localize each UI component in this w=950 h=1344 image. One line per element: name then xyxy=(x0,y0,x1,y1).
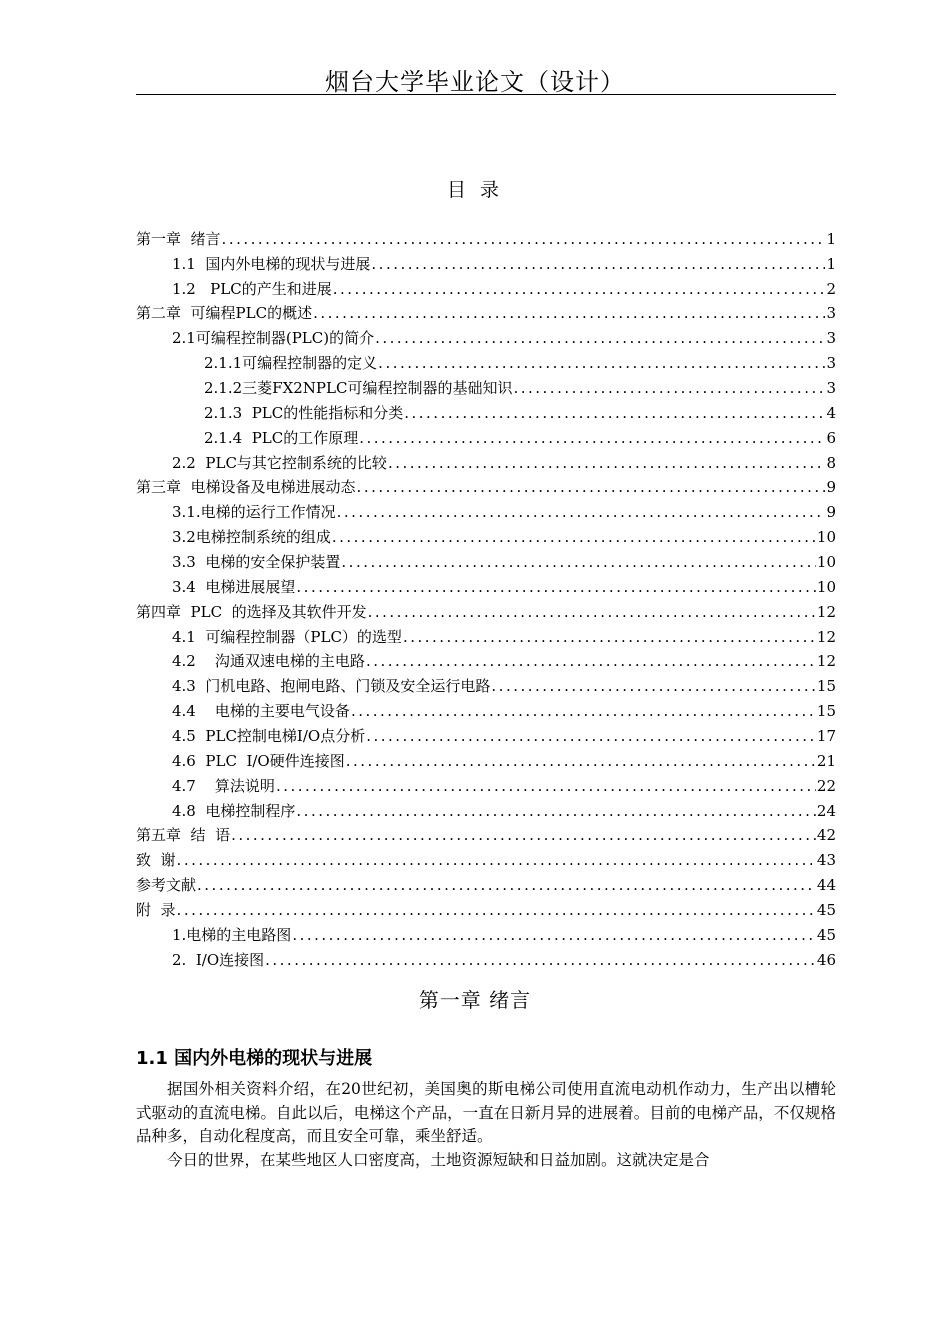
toc-entry-page-number: 3 xyxy=(826,354,836,373)
toc-entry[interactable] xyxy=(136,622,836,647)
toc-entry[interactable] xyxy=(136,821,836,846)
toc-entry[interactable] xyxy=(136,249,836,274)
toc-entry-label: 2.1.4 PLC的工作原理 xyxy=(204,428,359,447)
toc-entry[interactable] xyxy=(136,870,836,895)
toc-entry[interactable] xyxy=(136,448,836,473)
toc-dot-leader xyxy=(491,676,816,696)
toc-entry-page-number: 1 xyxy=(826,229,836,248)
toc-entry[interactable] xyxy=(136,845,836,870)
toc-entry-page-number: 45 xyxy=(816,925,836,944)
toc-entry-label: 2.1.3 PLC的性能指标和分类 xyxy=(204,403,404,422)
toc-entry[interactable] xyxy=(136,647,836,672)
toc-entry-label: 致 谢 xyxy=(136,851,176,870)
body-text xyxy=(136,1078,836,1172)
toc-entry-page-number: 46 xyxy=(816,950,836,969)
toc-entry-label: 4.7 算法说明 xyxy=(172,776,275,795)
toc-entry-label: 2.1.1可编程控制器的定义 xyxy=(204,354,378,373)
toc-entry[interactable] xyxy=(136,473,836,498)
toc-entry[interactable] xyxy=(136,597,836,622)
toc-entry-page-number: 12 xyxy=(816,652,836,671)
toc-dot-leader xyxy=(368,602,816,622)
toc-entry-page-number: 24 xyxy=(816,801,836,820)
toc-dot-leader xyxy=(333,279,826,299)
toc-entry-label: 4.3 门机电路、抱闸电路、门锁及安全运行电路 xyxy=(172,677,491,696)
toc-entry-page-number: 43 xyxy=(816,851,836,870)
toc-dot-leader xyxy=(404,403,825,423)
body-paragraph: 据国外相关资料介绍，在20世纪初，美国奥的斯电梯公司使用直流电动机作动力，生产出以槽轮式驱动的直流电梯。自此以后，电梯这个产品，一直在日新月异的进展着。目前的电梯产品，不仅规格品种多，自动化程度高，而且安全可靠，乘坐舒适。 xyxy=(136,1080,836,1145)
toc-entry-label: 4.2 沟通双速电梯的主电路 xyxy=(172,652,365,671)
toc-entry-page-number: 44 xyxy=(816,876,836,895)
toc-entry-label: 4.8 电梯控制程序 xyxy=(172,801,296,820)
toc-entry[interactable] xyxy=(136,373,836,398)
toc-entry-page-number: 22 xyxy=(816,776,836,795)
toc-dot-leader xyxy=(177,850,816,870)
chapter-title: 第一章 绪言 xyxy=(418,988,532,1012)
toc-entry-label: 2. I/O连接图 xyxy=(172,950,265,969)
toc-dot-leader xyxy=(276,776,816,796)
toc-entry-page-number: 3 xyxy=(826,329,836,348)
toc-entry[interactable] xyxy=(136,671,836,696)
toc-dot-leader xyxy=(371,254,825,274)
toc-entry-label: 4.1 可编程控制器（PLC）的选型 xyxy=(172,627,402,646)
toc-entry[interactable] xyxy=(136,522,836,547)
toc-entry-page-number: 10 xyxy=(816,577,836,596)
toc-entry-label: 第三章 电梯设备及电梯进展动态 xyxy=(136,478,356,497)
toc-entry-label: 1.1 国内外电梯的现状与进展 xyxy=(172,254,371,273)
toc-entry-page-number: 10 xyxy=(816,553,836,572)
toc-dot-leader xyxy=(346,751,816,771)
toc-entry[interactable] xyxy=(136,423,836,448)
toc-entry-page-number: 15 xyxy=(816,677,836,696)
toc-dot-leader xyxy=(222,229,826,249)
toc-dot-leader xyxy=(375,328,825,348)
toc-entry-page-number: 17 xyxy=(816,727,836,746)
toc-entry[interactable] xyxy=(136,497,836,522)
toc-entry-page-number: 12 xyxy=(816,627,836,646)
toc-entry-label: 3.4 电梯进展展望 xyxy=(172,577,296,596)
toc-entry-label: 2.1可编程控制器(PLC)的简介 xyxy=(172,329,375,348)
toc-entry[interactable] xyxy=(136,696,836,721)
toc-entry-page-number: 3 xyxy=(826,304,836,323)
toc-dot-leader xyxy=(351,701,816,721)
toc-entry[interactable] xyxy=(136,572,836,597)
toc-dot-leader xyxy=(296,577,816,597)
toc-entry-label: 3.2电梯控制系统的组成 xyxy=(172,528,331,547)
toc-entry-label: 1.2 PLC的产生和进展 xyxy=(172,279,332,298)
table-of-contents xyxy=(136,224,836,970)
toc-dot-leader xyxy=(197,875,816,895)
toc-dot-leader xyxy=(378,353,825,373)
toc-entry-label: 3.1.电梯的运行工作情况 xyxy=(172,503,336,522)
toc-entry-label: 第五章 结 语 xyxy=(136,826,231,845)
toc-entry[interactable] xyxy=(136,398,836,423)
toc-entry-page-number: 2 xyxy=(826,279,836,298)
toc-dot-leader xyxy=(313,303,825,323)
toc-entry[interactable] xyxy=(136,299,836,324)
toc-entry-label: 4.6 PLC I/O硬件连接图 xyxy=(172,751,345,770)
toc-entry-label: 第二章 可编程PLC的概述 xyxy=(136,304,313,323)
toc-entry-page-number: 9 xyxy=(826,478,836,497)
toc-entry[interactable] xyxy=(136,323,836,348)
toc-entry[interactable] xyxy=(136,348,836,373)
toc-entry-page-number: 15 xyxy=(816,702,836,721)
header-divider xyxy=(136,94,836,95)
toc-entry-label: 4.5 PLC控制电梯I/O点分析 xyxy=(172,727,366,746)
toc-dot-leader xyxy=(296,801,816,821)
toc-entry-label: 1.电梯的主电路图 xyxy=(172,925,292,944)
toc-entry[interactable] xyxy=(136,945,836,970)
toc-title: 目 录 xyxy=(446,179,504,201)
toc-entry-label: 2.1.2三菱FX2NPLC可编程控制器的基础知识 xyxy=(204,379,513,398)
toc-entry-page-number: 12 xyxy=(816,602,836,621)
toc-entry[interactable] xyxy=(136,224,836,249)
toc-entry-page-number: 9 xyxy=(826,503,836,522)
toc-entry-label: 附 录 xyxy=(136,901,176,920)
toc-entry-label: 第一章 绪言 xyxy=(136,229,221,248)
toc-dot-leader xyxy=(388,453,826,473)
toc-dot-leader xyxy=(403,627,816,647)
toc-dot-leader xyxy=(292,925,816,945)
toc-dot-leader xyxy=(357,477,826,497)
toc-entry-page-number: 10 xyxy=(816,528,836,547)
toc-dot-leader xyxy=(332,527,816,547)
toc-entry-label: 参考文献 xyxy=(136,876,197,895)
toc-entry-page-number: 45 xyxy=(816,901,836,920)
toc-entry-page-number: 1 xyxy=(826,254,836,273)
toc-entry-label: 第四章 PLC 的选择及其软件开发 xyxy=(136,602,367,621)
toc-entry-label: 2.2 PLC与其它控制系统的比较 xyxy=(172,453,387,472)
toc-entry-page-number: 21 xyxy=(816,751,836,770)
toc-dot-leader xyxy=(513,378,825,398)
toc-entry-page-number: 8 xyxy=(826,453,836,472)
toc-entry-label: 3.3 电梯的安全保护装置 xyxy=(172,553,341,572)
toc-dot-leader xyxy=(265,950,816,970)
toc-dot-leader xyxy=(231,825,816,845)
toc-entry-page-number: 3 xyxy=(826,379,836,398)
running-header-title: 烟台大学毕业论文（设计） xyxy=(325,68,625,96)
toc-dot-leader xyxy=(366,651,816,671)
toc-entry-label: 4.4 电梯的主要电气设备 xyxy=(172,702,350,721)
toc-entry[interactable] xyxy=(136,771,836,796)
toc-entry[interactable] xyxy=(136,274,836,299)
toc-dot-leader xyxy=(359,428,825,448)
toc-entry[interactable] xyxy=(136,920,836,945)
toc-dot-leader xyxy=(177,900,816,920)
toc-entry-page-number: 4 xyxy=(826,403,836,422)
toc-entry[interactable] xyxy=(136,721,836,746)
toc-entry-page-number: 42 xyxy=(816,826,836,845)
toc-entry-page-number: 6 xyxy=(826,428,836,447)
toc-entry[interactable] xyxy=(136,895,836,920)
toc-dot-leader xyxy=(337,502,826,522)
body-paragraph: 今日的世界，在某些地区人口密度高，土地资源短缺和日益加剧。这就决定是合 xyxy=(167,1150,710,1169)
toc-entry[interactable] xyxy=(136,746,836,771)
toc-dot-leader xyxy=(366,726,816,746)
toc-dot-leader xyxy=(341,552,816,572)
toc-entry[interactable] xyxy=(136,796,836,821)
toc-entry[interactable] xyxy=(136,547,836,572)
section-heading: 1.1 国内外电梯的现状与进展 xyxy=(136,1048,373,1069)
